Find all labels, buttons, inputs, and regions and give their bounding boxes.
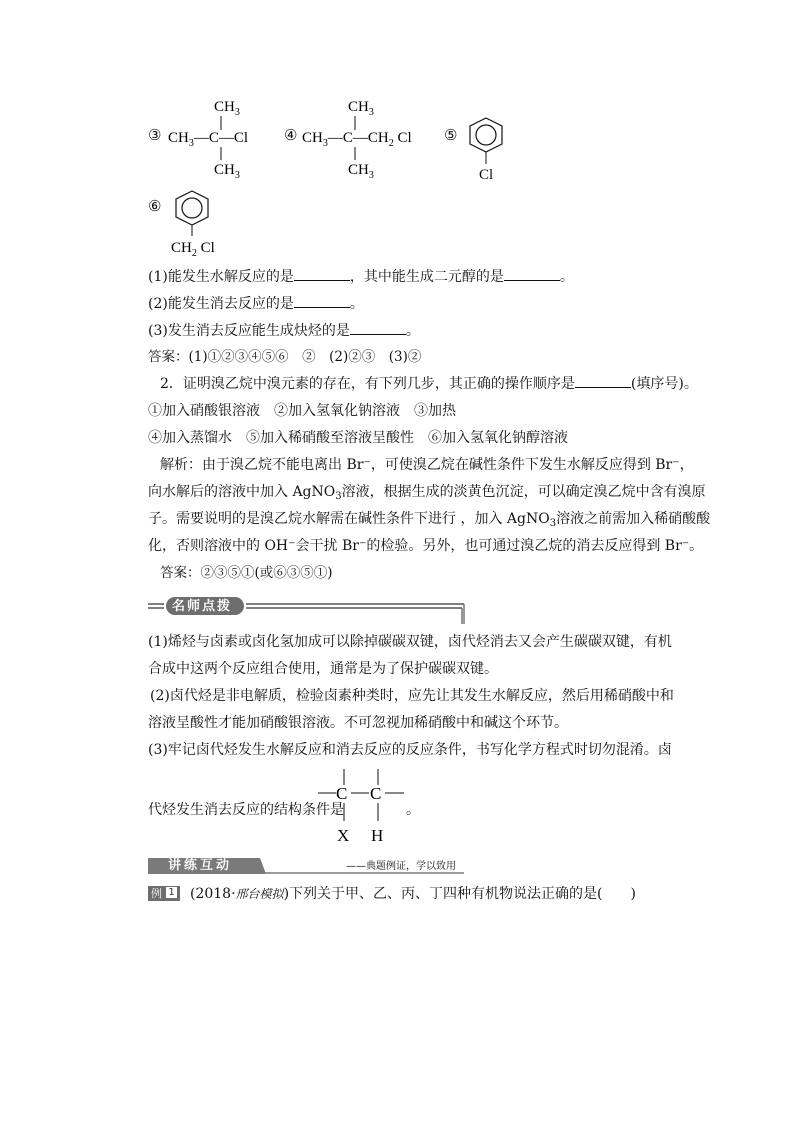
answer-blank[interactable] [294, 295, 350, 308]
section-subtitle: ——典题例证，学以致用 [346, 861, 456, 872]
answer-1: 答案：(1)①②③④⑤⑥ ② (2)②③ (3)② [148, 349, 422, 365]
tip-1-line-1: (1)烯烃与卤素或卤化氢加成可以除掉碳碳双键，卤代烃消去又会产生碳碳双键，有机 [148, 634, 672, 650]
svg-text:CH3—C—CH2 Cl: $CH_3—C—CH_2$ Cl [302, 130, 412, 149]
svg-text:H: H [371, 826, 384, 845]
example-tag: 例 1 [148, 886, 180, 901]
tip-3-line-2: 代烃发生消去反应的结构条件是 [148, 802, 344, 818]
tip-3-line-1: (3)牢记卤代烃发生水解反应和消去反应的反应条件，书写化学方程式时切勿混淆。卤 [148, 742, 672, 758]
answer-2: 答案：②③⑤①(或⑥③⑤①) [160, 565, 333, 581]
question-1: (1)能发生水解反应的是 ，其中能生成二元醇的是 。 [148, 269, 574, 285]
svg-text:CH3: $CH_3$ [214, 162, 240, 181]
svg-text:CH3: $CH_3$ [348, 99, 374, 118]
elimination-structure [318, 765, 408, 847]
example-1-text: (2018·邢台模拟)下列关于甲、乙、丙、丁四种有机物说法正确的是( ) [190, 886, 636, 902]
svg-text:CH2 Cl: $CH_2$ Cl [171, 240, 215, 258]
structure-compound-4 [302, 92, 432, 184]
compound-4-label: ④ [284, 128, 298, 144]
problem-2-options-1: ①加入硝酸银溶液 ②加入氢氧化钠溶液 ③加热 [148, 403, 456, 419]
tip-2-line-2: 溶液呈酸性才能加硝酸银溶液。不可忽视加稀硝酸中和碱这个环节。 [148, 715, 568, 731]
tip-3-end: 。 [406, 802, 420, 818]
answer-blank[interactable] [350, 322, 406, 335]
svg-text:CH3: $CH_3$ [348, 162, 374, 181]
answer-blank[interactable] [575, 375, 631, 388]
analysis-line-3: 子。需要说明的是溴乙烷水解需在碱性条件下进行 ，加入 AgNO$_3$溶液之前需加入稀硝酸酸 [148, 511, 711, 529]
analysis-line-2: 向水解后的溶液中加入 AgNO$_3$溶液，根据生成的淡黄色沉淀，可以确定溴乙烷中含有溴原 [148, 484, 706, 502]
question-2: (2)能发生消去反应的是 。 [148, 296, 364, 312]
svg-text:CH3—C—Cl: $CH_3—C—Cl$ [168, 130, 249, 149]
svg-text:C: C [336, 784, 348, 803]
compound-6-label: ⑥ [148, 199, 162, 215]
tips-title: 名师点拨 [172, 599, 233, 614]
svg-text:CH3: $CH_3$ [214, 99, 240, 118]
tip-2-line-1: (2)卤代烃是非电解质，检验卤素种类时，应先让其发生水解反应，然后用稀硝酸中和 [150, 688, 674, 704]
answer-blank[interactable] [294, 268, 350, 281]
analysis-line-1: 解析：由于溴乙烷不能电离出 Br⁻，可使溴乙烷在碱性条件下发生水解反应得到 Br⁻， [160, 457, 694, 473]
svg-text:C: C [370, 784, 382, 803]
problem-2-options-2: ④加入蒸馏水 ⑤加入稀硝酸至溶液呈酸性 ⑥加入氢氧化钠醇溶液 [148, 430, 568, 446]
svg-text:X: X [337, 826, 350, 845]
problem-2-stem: 2．证明溴乙烷中溴元素的存在，有下列几步，其正确的操作顺序是 (填序号)。 [160, 376, 698, 392]
structure-compound-3 [166, 92, 276, 184]
tip-1-line-2: 合成中这两个反应组合使用，通常是为了保护碳碳双键。 [148, 661, 498, 677]
answer-blank[interactable] [504, 268, 560, 281]
structure-compound-6 [168, 186, 258, 258]
question-3: (3)发生消去反应能生成炔烃的是 。 [148, 323, 420, 339]
section-title: 讲练互动 [168, 858, 233, 873]
compound-3-label: ③ [148, 128, 162, 144]
analysis-line-4: 化，否则溶液中的 OH⁻会干扰 Br⁻的检验。另外，也可通过溴乙烷的消去反应得到 Br⁻。 [148, 538, 704, 554]
compound-5-cl: Cl [479, 167, 494, 183]
compound-5-label: ⑤ [444, 128, 458, 144]
